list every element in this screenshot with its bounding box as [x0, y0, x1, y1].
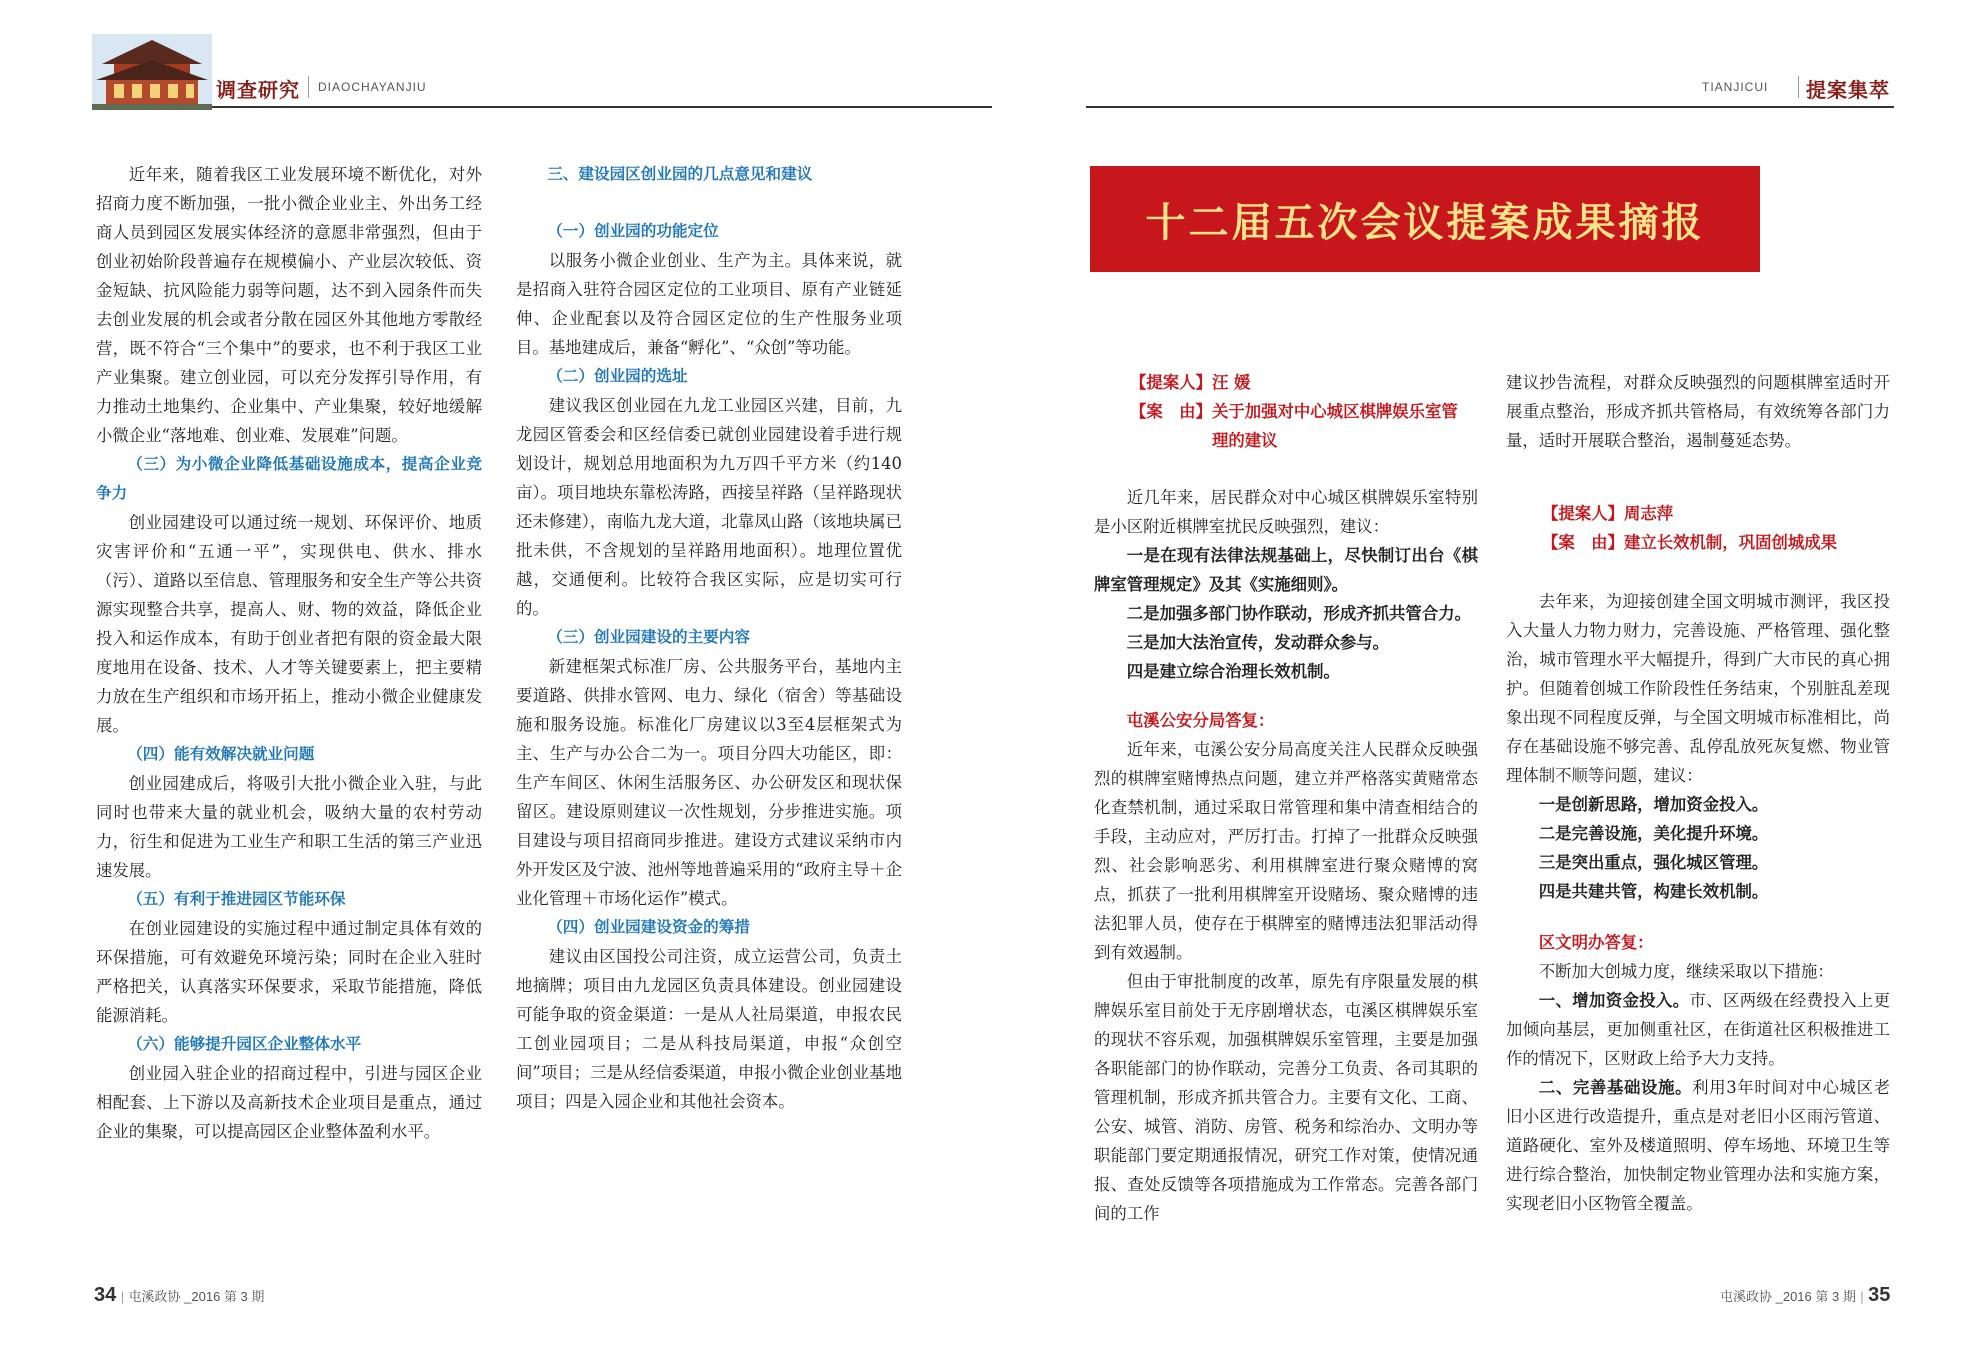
reply-paragraph: 近年来，屯溪公安分局高度关注人民群众反映强烈的棋牌室赌博热点问题，建立并严格落实黄赌常态化查禁机制，通过采取日常管理和集中清查相结合的手段，主动应对，严厉打击。打掉了一批群众反映强烈、社会影响恶劣、利用棋牌室进行聚众赌博的窝点，抓获了一批利用棋牌室开设赌场、聚众赌博的违法犯罪人员，使存在于棋牌室的赌博违法犯罪活动得到有效遏制。: [1094, 740, 1478, 962]
proposer-line: [1506, 499, 1890, 528]
col2-heading: （二）创业园的选址: [547, 367, 688, 385]
col1-paragraph: 近年来，随着我区工业发展环境不断优化，对外招商力度不断加强，一批小微企业业主、外出务工经商人员到园区发展实体经济的意愿非常强烈，但由于创业初始阶段普遍存在规模偏小、产业层次较低、资金短缺、抗风险能力弱等问题，达不到入园条件而失去创业发展的机会或者分散在园区外其他地方零散经营，既不符合“三个集中”的要求，也不利于我区工业产业集聚。建立创业园，可以充分发挥引导作用，有力推动土地集约、企业集中、产业集聚，较好地缓解小微企业“落地难、创业难、发展难”问题。: [96, 165, 482, 445]
left-header-separator: [308, 76, 309, 98]
proposal-point: 二是加强多部门协作联动，形成齐抓共管合力。: [1126, 604, 1471, 623]
reply-item: [1506, 986, 1890, 1073]
proposer-label: 【提案人】: [1542, 504, 1624, 523]
right-page-number: 35: [1868, 1284, 1891, 1306]
col1-heading: （四）能有效解决就业问题: [127, 745, 315, 763]
col2-heading: （一）创业园的功能定位: [547, 222, 719, 240]
subject-text: 关于加强对中心城区棋牌娱乐室管理的建议: [1211, 402, 1458, 450]
right-footer-separator: |: [1860, 1289, 1864, 1304]
col1-heading: （六）能够提升园区企业整体水平: [127, 1035, 362, 1053]
left-section-title: 调查研究: [216, 78, 300, 102]
col1-paragraph: 创业园建设可以通过统一规划、环保评价、地质灾害评价和“五通一平”，实现供电、供水、排水（污）、道路以至信息、管理服务和安全生产等公共资源实现整合共享，提高人、财、物的效益，降低企业投入和运作成本，有助于创业者把有限的资金最大限度地用在设备、技术、人才等关键要素上，把主要精力放在生产组织和市场开拓上，推动小微企业健康发展。: [96, 513, 482, 735]
col1-paragraph: 在创业园建设的实施过程中通过制定具体有效的环保措施，可有效避免环境污染；同时在企业入驻时严格把关，认真落实环保要求，采取节能措施，降低能源消耗。: [96, 919, 482, 1025]
reply-lead: 不断加大创城力度，继续采取以下措施：: [1538, 962, 1834, 981]
header-rule-right: [1086, 106, 1894, 108]
proposal-point: 四是共建共管，构建长效机制。: [1538, 882, 1769, 901]
continued-paragraph: 建议抄告流程，对群众反映强烈的问题棋牌室适时开展重点整治，形成齐抓共管格局，有效统筹各部门力量，适时开展联合整治，遏制蔓延态势。: [1506, 373, 1890, 450]
right-section-pinyin: TIANJICUI: [1702, 80, 1769, 94]
col2-paragraph: 建议我区创业园在九龙工业园区兴建，目前，九龙园区管委会和区经信委已就创业园建设着手进行规划设计，规划总用地面积为九万四千平方米（约140亩）。项目地块东靠松涛路，西接呈祥路（呈祥路现状还未修建），南临九龙大道，北靠凤山路（该地块属已批未供，不含规划的呈祥路用地面积）。地理位置优越，交通便利。比较符合我区实际，应是切实可行的。: [516, 396, 902, 618]
header-rule-left: [92, 106, 992, 108]
col1-heading: （三）为小微企业降低基础设施成本，提高企业竞争力: [96, 455, 482, 502]
proposal-point: 二是完善设施，美化提升环境。: [1538, 824, 1769, 843]
proposal-intro: 去年来，为迎接创建全国文明城市测评，我区投入大量人力物力财力，完善设施、严格管理、强化整治，城市管理水平大幅提升，得到广大市民的真心拥护。但随着创城工作阶段性任务结束，个别脏乱差现象出现不同程度反弹，与全国文明城市标准相比，尚存在基础设施不够完善、乱停乱放死灰复燃、物业管理体制不顺等问题，建议：: [1506, 592, 1890, 785]
col1-paragraph: 创业园建成后，将吸引大批小微企业入驻，与此同时也带来大量的就业机会，吸纳大量的农村劳动力，衍生和促进为工业生产和职工生活的第三产业迅速发展。: [96, 774, 482, 880]
subject-label: 【案 由】: [1130, 402, 1212, 421]
proposer-line: [1094, 368, 1478, 397]
proposer-label: 【提案人】: [1130, 373, 1212, 392]
proposer-name: 汪 媛: [1211, 373, 1251, 392]
left-footer: [94, 1284, 264, 1307]
col2-heading: （三）创业园建设的主要内容: [547, 628, 750, 646]
proposal-point: 一是在现有法律法规基础上，尽快制订出台《棋牌室管理规定》及其《实施细则》。: [1094, 546, 1478, 594]
col2-paragraph: 建议由区国投公司注资，成立运营公司，负责土地摘牌；项目由九龙园区负责具体建设。创业园建设可能争取的资金渠道：一是从人社局渠道，申报农民工创业园项目；二是从科技局渠道，申报“众创空间”项目；三是从经信委渠道，申报小微企业创业基地项目；四是入园企业和其他社会资本。: [516, 947, 902, 1111]
proposal-point: 四是建立综合治理长效机制。: [1126, 662, 1340, 681]
col2-paragraph: 新建框架式标准厂房、公共服务平台，基地内主要道路、供排水管网、电力、绿化（宿舍）等基础设施和服务设施。标准化厂房建议以3至4层框架式为主、生产与办公合二为一。项目分四大功能区，即：生产车间区、休闲生活服务区、办公研发区和现状保留区。建设原则建议一次性规划，分步推进实施。项目建设与项目招商同步推进。建设方式建议采纳市内外开发区及宁波、池州等地普遍采用的“政府主导＋企业化管理＋市场化运作”模式。: [516, 657, 902, 908]
col2-paragraph: 以服务小微企业创业、生产为主。具体来说，就是招商入驻符合园区定位的工业项目、原有产业链延伸、企业配套以及符合园区定位的生产性服务业项目。基地建成后，兼备“孵化”、“众创”等功能。: [516, 251, 902, 357]
banner-title: 十二届五次会议提案成果摘报: [1145, 198, 1705, 246]
reply-item-text: 市、区两级在经费投入上更加倾向基层，更加侧重社区，在街道社区积极推进工作的情况下，区财政上给予大力支持。: [1506, 991, 1891, 1068]
subject-text: 建立长效机制，巩固创城成果: [1623, 533, 1838, 552]
reply-item-label: 二、完善基础设施。: [1538, 1078, 1693, 1097]
proposal-results-banner: [1090, 166, 1760, 272]
col1-heading: （五）有利于推进园区节能环保: [127, 890, 346, 908]
reply-item: [1506, 1073, 1890, 1218]
left-footer-text: 屯溪政协 _2016 第 3 期: [128, 1289, 265, 1304]
reply-title: 区文明办答复：: [1538, 933, 1654, 952]
subject-line: [1094, 397, 1478, 455]
right-page-column-3: [1094, 368, 1478, 1228]
right-section-title: 提案集萃: [1806, 78, 1890, 102]
right-footer: [1720, 1284, 1890, 1307]
proposal-point: 一是创新思路，增加资金投入。: [1538, 795, 1769, 814]
right-footer-text: 屯溪政协 _2016 第 3 期: [1720, 1289, 1856, 1304]
left-page-column-2: [516, 160, 902, 1116]
proposal-point: 三是加大法治宣传，发动群众参与。: [1126, 633, 1390, 652]
proposer-name: 周志萍: [1623, 504, 1674, 523]
proposal-intro: 近几年来，居民群众对中心城区棋牌娱乐室特别是小区附近棋牌室扰民反映强烈，建议：: [1094, 488, 1478, 536]
reply-item-label: 一、增加资金投入。: [1538, 991, 1690, 1010]
pagoda-building-icon: [92, 34, 212, 110]
reply-paragraph: 但由于审批制度的改革，原先有序限量发展的棋牌娱乐室目前处于无序剧增状态，屯溪区棋牌娱乐室的现状不容乐观，加强棋牌娱乐室管理，主要是加强各职能部门的协作联动，完善分工负责、各司其职的管理机制，形成齐抓共管合力。主要有文化、工商、公安、城管、消防、房管、税务和综治办、文明办等职能部门要定期通报情况，研究工作对策，使情况通报、查处反馈等各项措施成为工作常态。完善各部门间的工作: [1094, 972, 1478, 1223]
col2-section-heading: 三、建设园区创业园的几点意见和建议: [547, 165, 813, 183]
right-header-separator: [1798, 76, 1799, 98]
reply-title: 屯溪公安分局答复：: [1126, 711, 1275, 730]
left-section-pinyin: DIAOCHAYANJIU: [318, 80, 427, 94]
left-footer-separator: |: [120, 1289, 125, 1304]
proposal-point: 三是突出重点，强化城区管理。: [1538, 853, 1769, 872]
col2-heading: （四）创业园建设资金的筹措: [547, 918, 750, 936]
reply-item-text: 利用3年时间对中心城区老旧小区进行改造提升，重点是对老旧小区雨污管道、道路硬化、室外及楼道照明、停车场地、环境卫生等进行综合整治，加快制定物业管理办法和实施方案，实现老旧小区物管全覆盖。: [1506, 1078, 1891, 1213]
col1-paragraph: 创业园入驻企业的招商过程中，引进与园区企业相配套、上下游以及高新技术企业项目是重点，通过企业的集聚，可以提高园区企业整体盈利水平。: [96, 1064, 482, 1141]
subject-line: [1506, 528, 1890, 557]
subject-label: 【案 由】: [1542, 533, 1624, 552]
right-page-column-4: [1506, 368, 1890, 1218]
left-page-number: 34: [94, 1284, 117, 1306]
left-page-column-1: [96, 160, 482, 1146]
